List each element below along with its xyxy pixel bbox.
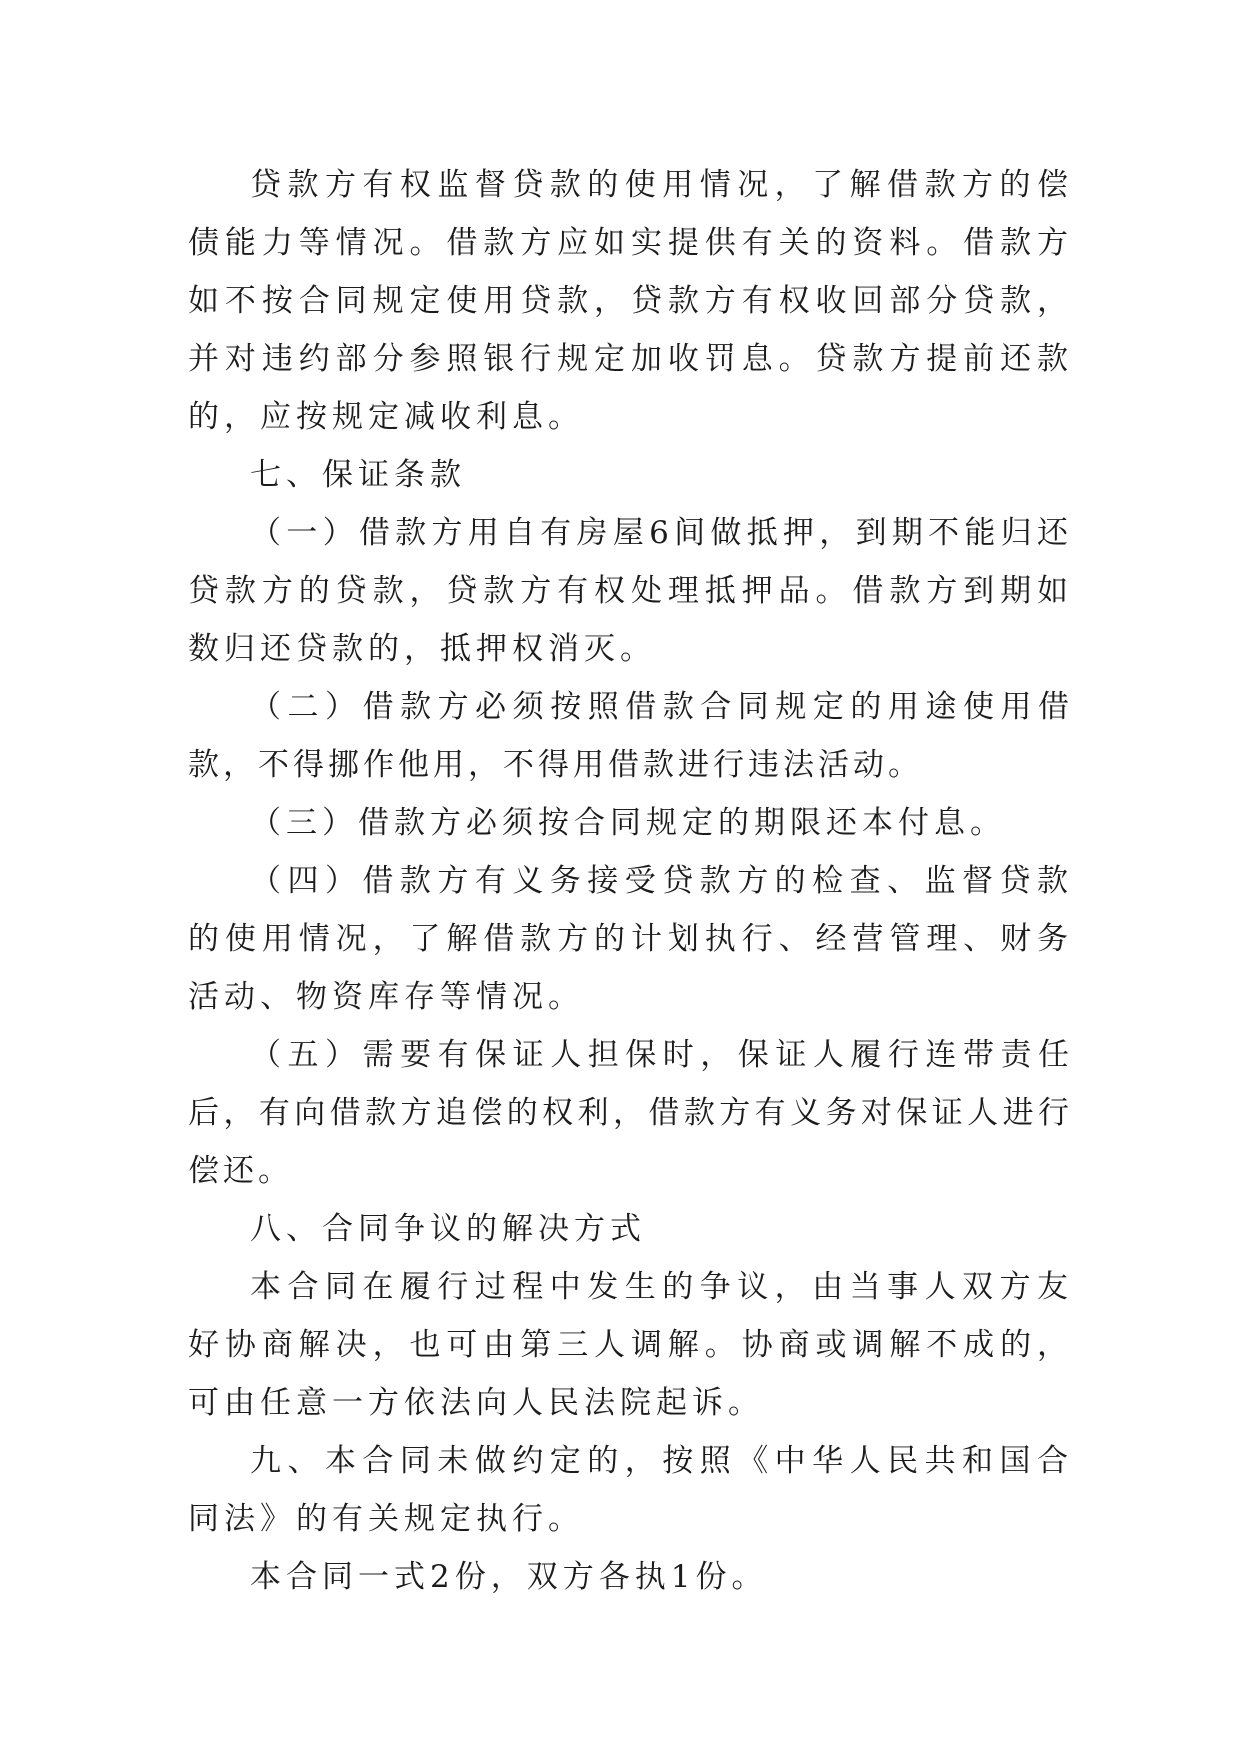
section-heading-dispute-resolution: 八、合同争议的解决方式 xyxy=(250,1211,646,1247)
document-body xyxy=(188,156,1073,1606)
clause-4-inspection: （四）借款方有义务接受贷款方的检查、监督贷款的使用情况，了解借款方的计划执行、经营管理、财务活动、物资库存等情况。 xyxy=(188,863,1073,1015)
clause-1-mortgage: （一）借款方用自有房屋6间做抵押，到期不能归还贷款方的贷款，贷款方有权处理抵押品。借款方到期如数归还贷款的，抵押权消灭。 xyxy=(188,515,1073,667)
clause-2-loan-use: （二）借款方必须按照借款合同规定的用途使用借款，不得挪作他用，不得用借款进行违法活动。 xyxy=(188,689,1073,783)
section-heading-guarantee-clauses: 七、保证条款 xyxy=(250,457,466,493)
paragraph-dispute-resolution: 本合同在履行过程中发生的争议，由当事人双方友好协商解决，也可由第三人调解。协商或调解不成的，可由任意一方依法向人民法院起诉。 xyxy=(188,1269,1073,1421)
clause-5-guarantor: （五）需要有保证人担保时，保证人履行连带责任后，有向借款方追偿的权利，借款方有义务对保证人进行偿还。 xyxy=(188,1037,1073,1189)
section-nine-contract-law: 九、本合同未做约定的，按照《中华人民共和国合同法》的有关规定执行。 xyxy=(188,1443,1073,1537)
paragraph-lender-supervision: 贷款方有权监督贷款的使用情况，了解借款方的偿债能力等情况。借款方应如实提供有关的资料。借款方如不按合同规定使用贷款，贷款方有权收回部分贷款，并对违约部分参照银行规定加收罚息。贷款方提前还款的，应按规定减收利息。 xyxy=(188,167,1073,435)
clause-3-repayment: （三）借款方必须按合同规定的期限还本付息。 xyxy=(250,805,1006,841)
paragraph-copies: 本合同一式2份，双方各执1份。 xyxy=(250,1559,768,1595)
